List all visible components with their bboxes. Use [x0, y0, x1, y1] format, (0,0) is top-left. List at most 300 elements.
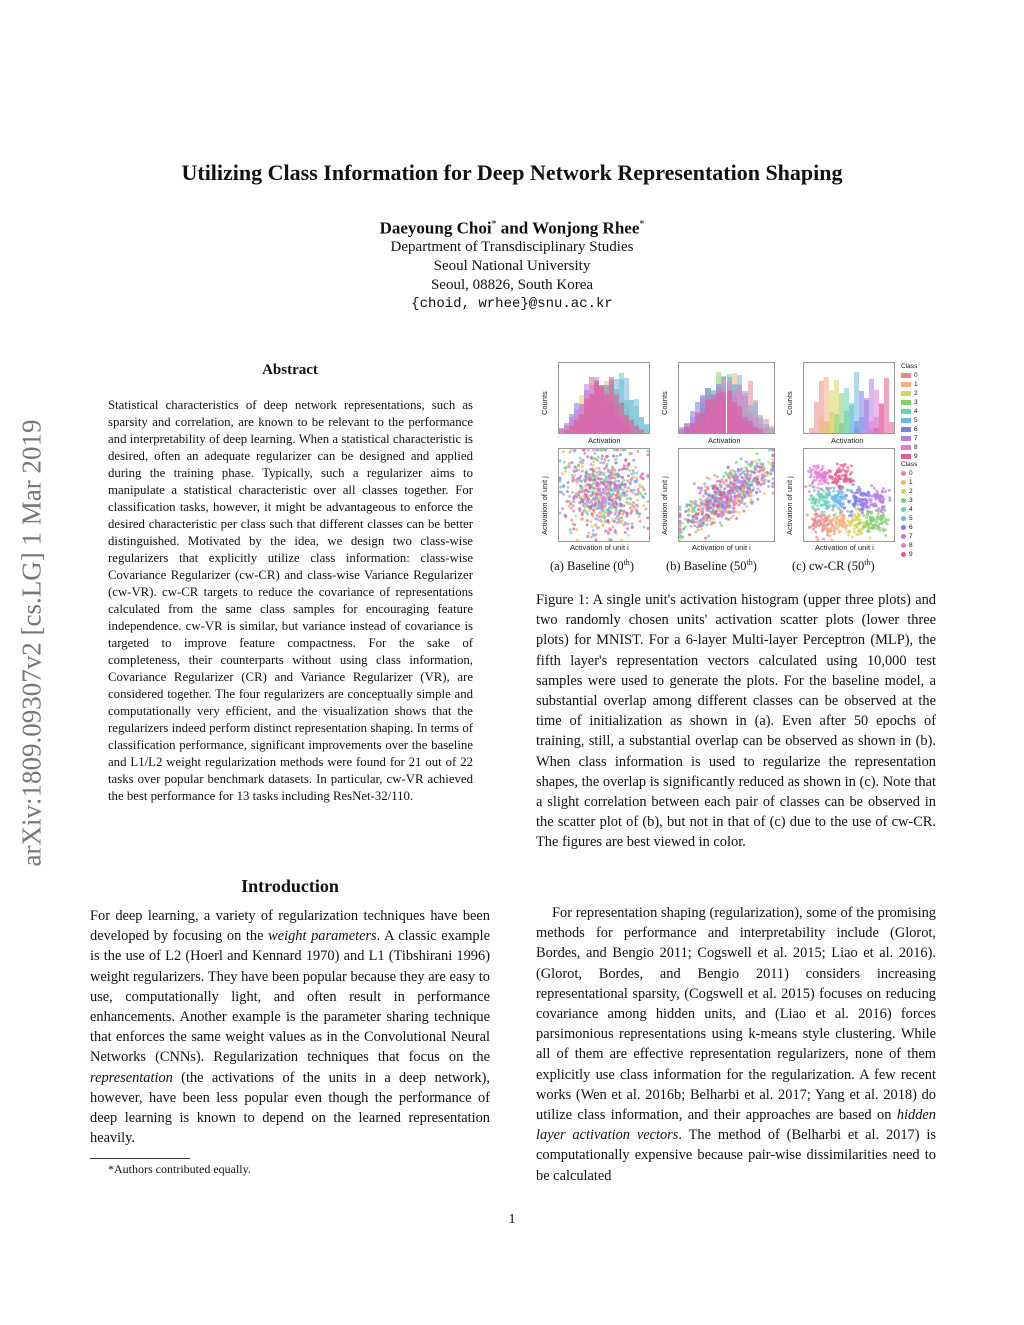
scatter-point [818, 483, 821, 486]
scatter-point [704, 489, 707, 492]
scatter-point [578, 478, 581, 481]
scatter-point [729, 494, 732, 497]
scatter-point [855, 525, 858, 528]
scatter-point [740, 457, 743, 460]
scatter-point [728, 490, 731, 493]
scatter-point [607, 502, 610, 505]
scatter-point [579, 475, 582, 478]
legend-label: 0 [909, 470, 913, 477]
intro-text-3: (the activations of the units in a deep network), however, have been less popular even though the performance of deep learning is known to depend on the learned representation heavily. [90, 1069, 490, 1147]
scatter-point [570, 519, 573, 522]
scatter-point [729, 472, 732, 475]
scatter-points [679, 449, 774, 541]
scatter-point [618, 505, 621, 508]
scatter-point [590, 512, 593, 515]
scatter-point [754, 467, 757, 470]
scatter-point [627, 534, 630, 537]
scatter-point [735, 461, 738, 464]
scatter-point [594, 523, 597, 526]
legend-item [901, 496, 917, 505]
scatter-point [599, 493, 602, 496]
scatter-xlabel-c: Activation of unit i [815, 543, 874, 552]
scatter-point [838, 491, 841, 494]
scatter-point [590, 500, 593, 503]
scatter-point [639, 476, 642, 479]
scatter-point [603, 517, 606, 520]
scatter-point [577, 465, 580, 468]
subcaption-a-text: (a) Baseline (0 [550, 559, 624, 574]
scatter-point [571, 491, 574, 494]
scatter-point [596, 492, 599, 495]
scatter-point [592, 509, 595, 512]
scatter-point [573, 450, 576, 453]
legend-label: 3 [914, 399, 918, 406]
hist-xlabel-b: Activation [708, 436, 741, 445]
scatter-point [767, 480, 770, 483]
scatter-point [829, 470, 832, 473]
scatter-point [611, 526, 614, 529]
scatter-point [866, 493, 869, 496]
scatter-point [625, 497, 628, 500]
scatter-point [559, 459, 562, 462]
legend-scatter [901, 460, 917, 559]
scatter-point [601, 499, 604, 502]
scatter-point [613, 506, 616, 509]
scatter-point [600, 457, 603, 460]
scatter-point [614, 483, 617, 486]
scatter-point [808, 498, 811, 501]
scatter-point [577, 493, 580, 496]
scatter-point [641, 472, 644, 475]
scatter-point [606, 480, 609, 483]
scatter-point [615, 517, 618, 520]
scatter-point [833, 532, 836, 535]
scatter-point [628, 481, 631, 484]
scatter-point [610, 488, 613, 491]
scatter-point [742, 510, 745, 513]
scatter-point [584, 493, 587, 496]
scatter-point [822, 519, 825, 522]
scatter-point [693, 524, 696, 527]
scatter-point [592, 529, 595, 532]
legend-swatch [901, 436, 911, 441]
scatter-point [735, 517, 738, 520]
scatter-point [624, 522, 627, 525]
scatter-point [604, 449, 607, 452]
scatter-point [607, 513, 610, 516]
scatter-point [858, 521, 861, 524]
scatter-point [855, 533, 858, 536]
scatter-point [867, 510, 870, 513]
scatter-point [682, 528, 685, 531]
scatter-point [613, 501, 616, 504]
scatter-point [865, 516, 868, 519]
legend-swatch [901, 418, 911, 423]
scatter-point [636, 499, 639, 502]
scatter-point [842, 502, 845, 505]
scatter-point [581, 469, 584, 472]
scatter-point [825, 524, 828, 527]
scatter-point [836, 475, 839, 478]
scatter-point [883, 520, 886, 523]
scatter-point [749, 491, 752, 494]
scatter-point [718, 480, 721, 483]
scatter-point [706, 486, 709, 489]
scatter-point [593, 479, 596, 482]
hist-xlabel-a: Activation [588, 436, 621, 445]
scatter-point [839, 530, 842, 533]
scatter-point [698, 492, 701, 495]
scatter-point [629, 489, 632, 492]
scatter-point [578, 501, 581, 504]
legend-swatch [901, 400, 911, 405]
scatter-point [703, 482, 706, 485]
scatter-point [704, 536, 707, 539]
paper-title: Utilizing Class Information for Deep Network Representation Shaping [181, 160, 843, 185]
scatter-point [618, 469, 621, 472]
scatter-point [820, 504, 823, 507]
scatter-point [559, 511, 562, 514]
scatter-point [606, 455, 609, 458]
scatter-point [752, 486, 755, 489]
scatter-point [575, 469, 578, 472]
scatter-point [644, 492, 647, 495]
scatter-point [814, 530, 817, 533]
scatter-point [692, 521, 695, 524]
legend-swatch [901, 543, 906, 548]
scatter-point [594, 504, 597, 507]
scatter-point [850, 464, 853, 467]
legend-swatch [901, 534, 906, 539]
scatter-point [831, 508, 834, 511]
scatter-point [583, 452, 586, 455]
scatter-point [613, 476, 616, 479]
scatter-point [872, 502, 875, 505]
scatter-point [627, 462, 630, 465]
scatter-point [574, 514, 577, 517]
scatter-point [817, 519, 820, 522]
subcaption-b-th: th [746, 558, 753, 567]
scatter-point [565, 500, 568, 503]
legend-label: 5 [909, 515, 913, 522]
scatter-point [815, 467, 818, 470]
scatter-point [831, 496, 834, 499]
scatter-point [561, 507, 564, 510]
scatter-point [727, 475, 730, 478]
scatter-point [722, 505, 725, 508]
scatter-point [808, 484, 811, 487]
scatter-point [824, 496, 827, 499]
arxiv-stamp [8, 355, 56, 930]
scatter-point [597, 456, 600, 459]
scatter-point [590, 456, 593, 459]
scatter-point [598, 484, 601, 487]
scatter-point [837, 502, 840, 505]
hist-bar [758, 429, 763, 433]
scatter-point [632, 471, 635, 474]
scatter-point [827, 506, 830, 509]
scatter-point [575, 496, 578, 499]
scatter-point [877, 512, 880, 515]
scatter-point [575, 528, 578, 531]
scatter-point [614, 469, 617, 472]
scatter-point [715, 510, 718, 513]
scatter-point [767, 485, 770, 488]
scatter-point [873, 517, 876, 520]
author-2: Wonjong Rhee [532, 218, 640, 238]
scatter-point [616, 455, 619, 458]
scatter-point [758, 490, 761, 493]
scatter-point [731, 500, 734, 503]
scatter-point [736, 490, 739, 493]
scatter-point [717, 514, 720, 517]
scatter-point [715, 496, 718, 499]
legend-swatch [901, 516, 906, 521]
scatter-point [602, 507, 605, 510]
scatter-point [753, 471, 756, 474]
scatter-point [713, 512, 716, 515]
scatter-point [859, 530, 862, 533]
scatter-point [593, 487, 596, 490]
intro-text-2: . A classic example is the use of L2 (Hoerl and Kennard 1970) and L1 (Tibshirani 1996) weight regularizers. They have been popular because they are easy to use, computationally light, and often result in performance enhancements. Another example is the parameter sharing technique that enforces the same weight values as in the Convolutional Neural Networks (CNNs). Regularization techniques that focus on the [90, 928, 491, 1066]
legend-swatch [901, 480, 906, 485]
scatter-point [772, 482, 775, 485]
scatter-point [690, 525, 693, 528]
scatter-point [834, 523, 837, 526]
legend-item [901, 380, 918, 389]
scatter-point [634, 466, 637, 469]
hist-bar [769, 428, 774, 433]
scatter-point [817, 508, 820, 511]
legend-item [901, 532, 917, 541]
scatter-point [828, 476, 831, 479]
scatter-point [886, 522, 889, 525]
scatter-point [853, 492, 856, 495]
legend-label: 6 [914, 426, 918, 433]
scatter-point [832, 481, 835, 484]
scatter-point [844, 523, 847, 526]
hist-bar [889, 422, 894, 433]
scatter-point [824, 516, 827, 519]
scatter-point [705, 504, 708, 507]
scatter-point [586, 455, 589, 458]
legend-label: 7 [909, 533, 913, 540]
scatter-point [562, 493, 565, 496]
scatter-point [702, 502, 705, 505]
scatter-point [711, 494, 714, 497]
scatter-point [857, 486, 860, 489]
scatter-point [708, 494, 711, 497]
right-text-1: For representation shaping (regularization), some of the promising methods for performance and interpretability include (Glorot, Bordes, and Bengio 2011; Cogswell et al. 2015; Liao et al. 2016). (Glorot, Bordes, and Bengio 2011) considers increasing representational sparsity, (Cogswell et al. 2015) focuses on reducing covariance among hidden units, and (Liao et al. 2016) forces parsimonious representations using k-means style clustering. While all of them are effective representation regularizers, none of them explicitly use class information for the regularization. A few recent works (Wen et al. 2016b; Belharbi et al. 2017; Yang et al. 2018) do utilize class information, and their approaches are based on [536, 905, 936, 1124]
scatter-point [757, 481, 760, 484]
legend-label: 2 [914, 390, 918, 397]
scatter-point [816, 538, 819, 541]
abstract-text: Statistical characteristics of deep network representations, such as sparsity and correlation, are known to be relevant to the performance and interpretability of deep learning. When a statistical characteristic is desired, often an adequate regularizer can be designed and applied during the training phase. Typically, such a regularizer aims to manipulate a statistical characteristic over all classes together. For classification tasks, however, it might be advantageous to enforce the desired characteristic per class such that different classes can be better distinguished. Motivated by the idea, we design two class-wise regularizers that explicitly utilize class information: class-wise Covariance Regularizer (cw-CR) and class-wise Variance Regularizer (cw-VR). cw-CR targets to reduce the covariance of representations calculated from the same class samples for encouraging feature independence. cw-VR is similar, but variance instead of covariance is targeted to improve feature compactness. For the sake of completeness, their counterparts without using class information, Covariance Regularizer (CR) and Variance Regularizer (VR), are considered together. The four regularizers are conceptually simple and computationally very efficient, and the visualization shows that the regularizers indeed perform distinct representation shaping. In terms of classification performance, significant improvements over the baseline and L1/L2 weight regularization methods were found for 21 out of 22 tasks over popular benchmark datasets. In particular, cw-VR achieved the best performance for 13 tasks including ResNet-32/110. [108, 398, 473, 803]
scatter-point [569, 528, 572, 531]
scatter-point [851, 483, 854, 486]
scatter-point [595, 539, 598, 542]
histogram-b [678, 362, 775, 434]
scatter-point [733, 492, 736, 495]
scatter-point [570, 531, 573, 534]
histogram-c [803, 362, 895, 434]
scatter-point [858, 514, 861, 517]
scatter-point [881, 506, 884, 509]
legend-swatch [901, 471, 906, 476]
scatter-point [693, 482, 696, 485]
scatter-point [827, 514, 830, 517]
scatter-xlabel-b: Activation of unit i [692, 543, 751, 552]
scatter-point [635, 503, 638, 506]
legend-swatch [901, 507, 906, 512]
scatter-point [645, 507, 648, 510]
scatter-point [600, 510, 603, 513]
scatter-point [603, 467, 606, 470]
scatter-point [621, 476, 624, 479]
scatter-point [705, 513, 708, 516]
scatter-point [602, 488, 605, 491]
scatter-point [573, 524, 576, 527]
legend-item [901, 434, 918, 443]
scatter-point [579, 460, 582, 463]
scatter-point [846, 466, 849, 469]
hist-bar [644, 424, 649, 433]
scatter-point [597, 467, 600, 470]
scatter-point [770, 473, 773, 476]
scatter-point [809, 526, 812, 529]
scatter-point [591, 503, 594, 506]
scatter-point [739, 473, 742, 476]
scatter-point [851, 519, 854, 522]
scatter-point [756, 470, 759, 473]
scatter-point [845, 478, 848, 481]
scatter-point [738, 494, 741, 497]
scatter-point [733, 478, 736, 481]
scatter-point [834, 526, 837, 529]
scatter-point [733, 486, 736, 489]
scatter-point [593, 496, 596, 499]
scatter-point [608, 497, 611, 500]
scatter-point [862, 514, 865, 517]
scatter-point [619, 509, 622, 512]
scatter-point [611, 476, 614, 479]
subcaption-a [550, 558, 634, 574]
legend-swatch [901, 445, 911, 450]
scatter-point [756, 465, 759, 468]
legend-item [901, 389, 918, 398]
scatter-point [743, 494, 746, 497]
scatter-point [713, 474, 716, 477]
scatter-point [719, 521, 722, 524]
scatter-point [617, 480, 620, 483]
scatter-point [876, 518, 879, 521]
scatter-point [702, 521, 705, 524]
legend-label: 3 [909, 497, 913, 504]
hist-xlabel-c: Activation [831, 436, 864, 445]
scatter-point [879, 499, 882, 502]
scatter-point [687, 519, 690, 522]
scatter-point [596, 488, 599, 491]
hist-ylabel-c: Counts [785, 391, 794, 415]
scatter-point [572, 497, 575, 500]
scatter-point [762, 469, 765, 472]
scatter-point [761, 474, 764, 477]
scatter-point [772, 449, 775, 452]
scatter-point [732, 511, 735, 514]
scatter-point [863, 502, 866, 505]
legend-item [901, 416, 918, 425]
scatter-point [699, 498, 702, 501]
scatter-point [572, 510, 575, 513]
scatter-point [630, 478, 633, 481]
subcaption-c [792, 558, 875, 574]
scatter-point [697, 486, 700, 489]
subcaption-c-th: th [864, 558, 871, 567]
scatter-point [685, 510, 688, 513]
scatter-point [584, 480, 587, 483]
scatter-point [704, 492, 707, 495]
scatter-point [572, 476, 575, 479]
scatter-point [619, 453, 622, 456]
scatter-point [817, 470, 820, 473]
scatter-ylabel-a: Activation of unit j [540, 476, 549, 535]
legend-item [901, 514, 917, 523]
page-number: 1 [508, 1212, 516, 1227]
scatter-xlabel-a: Activation of unit i [570, 543, 629, 552]
scatter-point [602, 462, 605, 465]
scatter-point [725, 479, 728, 482]
scatter-point [824, 492, 827, 495]
scatter-point [604, 497, 607, 500]
scatter-point [621, 468, 624, 471]
scatter-point [681, 522, 684, 525]
scatter-point [809, 476, 812, 479]
scatter-point [567, 486, 570, 489]
scatter-point [820, 522, 823, 525]
scatter-point [827, 527, 830, 530]
scatter-point [716, 475, 719, 478]
scatter-point [614, 511, 617, 514]
scatter-point [633, 505, 636, 508]
scatter-point [722, 481, 725, 484]
scatter-point [590, 536, 593, 539]
legend-label: 8 [914, 444, 918, 451]
scatter-point [697, 508, 700, 511]
scatter-point [614, 529, 617, 532]
author-1: Daeyoung Choi [379, 218, 492, 238]
scatter-point [581, 513, 584, 516]
scatter-point [836, 462, 839, 465]
scatter-point [740, 467, 743, 470]
scatter-point [630, 510, 633, 513]
scatter-point [638, 484, 641, 487]
scatter-point [694, 500, 697, 503]
legend-swatch [901, 454, 911, 459]
scatter-point [562, 450, 565, 453]
scatter-point [876, 515, 879, 518]
scatter-point [875, 504, 878, 507]
hist-bar [639, 430, 644, 433]
scatter-point [604, 458, 607, 461]
scatter-point [585, 523, 588, 526]
scatter-point [827, 482, 830, 485]
right-column-text [536, 903, 936, 1186]
legend-item [901, 487, 917, 496]
scatter-point [687, 514, 690, 517]
scatter-point [715, 486, 718, 489]
scatter-point [750, 461, 753, 464]
scatter-point [728, 510, 731, 513]
